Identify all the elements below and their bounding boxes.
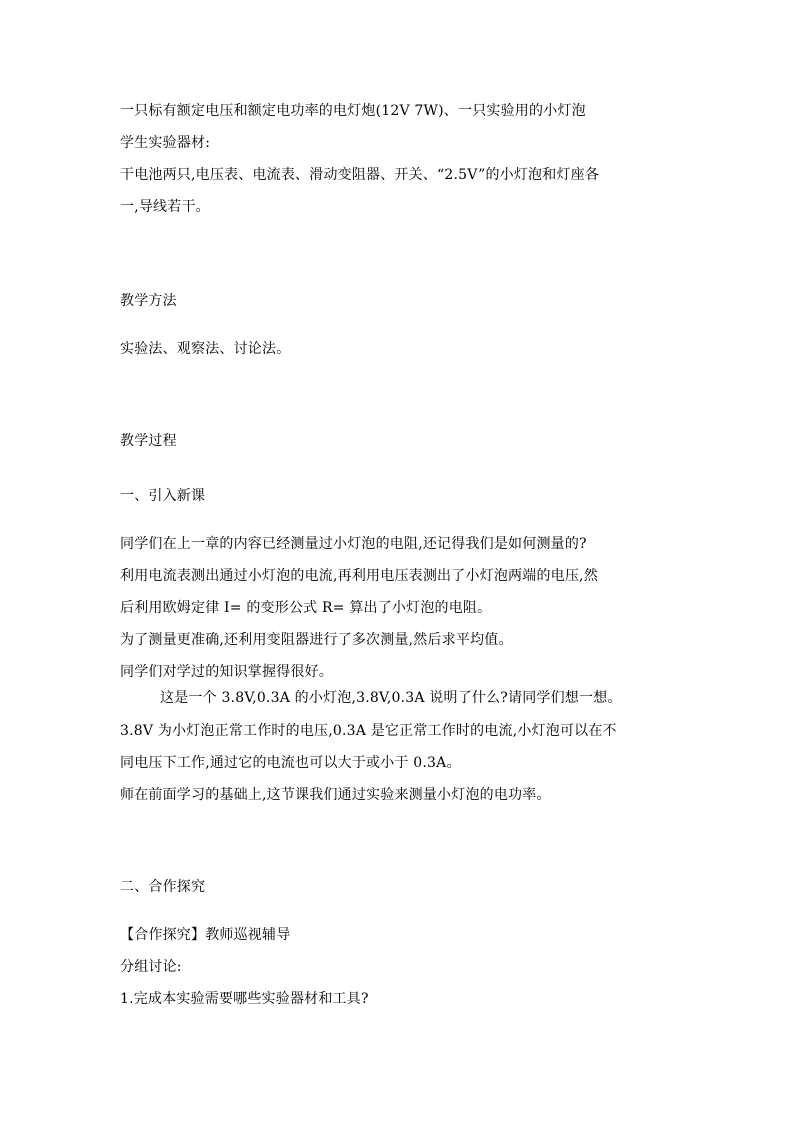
section-1-line: 师在前面学习的基础上,这节课我们通过实验来测量小灯泡的电功率。 xyxy=(120,787,551,803)
section-2-line: 1.完成本实验需要哪些实验器材和工具? xyxy=(120,991,369,1007)
section-2-line: 【合作探究】教师巡视辅导 xyxy=(120,927,291,943)
section-1-line: 为了测量更准确,还利用变阻器进行了多次测量,然后求平均值。 xyxy=(120,632,513,648)
section-1-line: 后利用欧姆定律 I= 的变形公式 R= 算出了小灯泡的电阻。 xyxy=(120,600,492,616)
section-1-line: 3.8V 为小灯泡正常工作时的电压,0.3A 是它正常工作时的电流,小灯泡可以在不 xyxy=(120,723,617,739)
section-1-line: 同学们对学过的知识掌握得很好。 xyxy=(120,664,333,680)
section-2-line: 分组讨论: xyxy=(120,959,182,975)
student-materials-line-1: 干电池两只,电压表、电流表、滑动变阻器、开关、“2.5V”的小灯泡和灯座各 xyxy=(120,167,600,183)
process-heading: 教学过程 xyxy=(120,433,177,449)
section-1-line-indented: 这是一个 3.8V,0.3A 的小灯泡,3.8V,0.3A 说明了什么?请同学们想一想。 xyxy=(160,690,622,706)
teacher-materials-line: 一只标有额定电压和额定电功率的电灯炮(12V 7W)、一只实验用的小灯泡 xyxy=(120,103,586,119)
section-1-line: 同电压下工作,通过它的电流也可以大于或小于 0.3A。 xyxy=(120,755,461,771)
section-1-line: 利用电流表测出通过小灯泡的电流,再利用电压表测出了小灯泡两端的电压,然 xyxy=(120,568,598,584)
student-materials-heading: 学生实验器材: xyxy=(120,135,211,151)
section-1-line: 同学们在上一章的内容已经测量过小灯泡的电阻,还记得我们是如何测量的? xyxy=(120,536,587,552)
section-1-heading: 一、引入新课 xyxy=(120,488,206,504)
methods-heading: 教学方法 xyxy=(120,293,177,309)
methods-text: 实验法、观察法、讨论法。 xyxy=(120,341,291,357)
student-materials-line-2: 一,导线若干。 xyxy=(120,199,210,215)
section-2-heading: 二、合作探究 xyxy=(120,879,206,895)
